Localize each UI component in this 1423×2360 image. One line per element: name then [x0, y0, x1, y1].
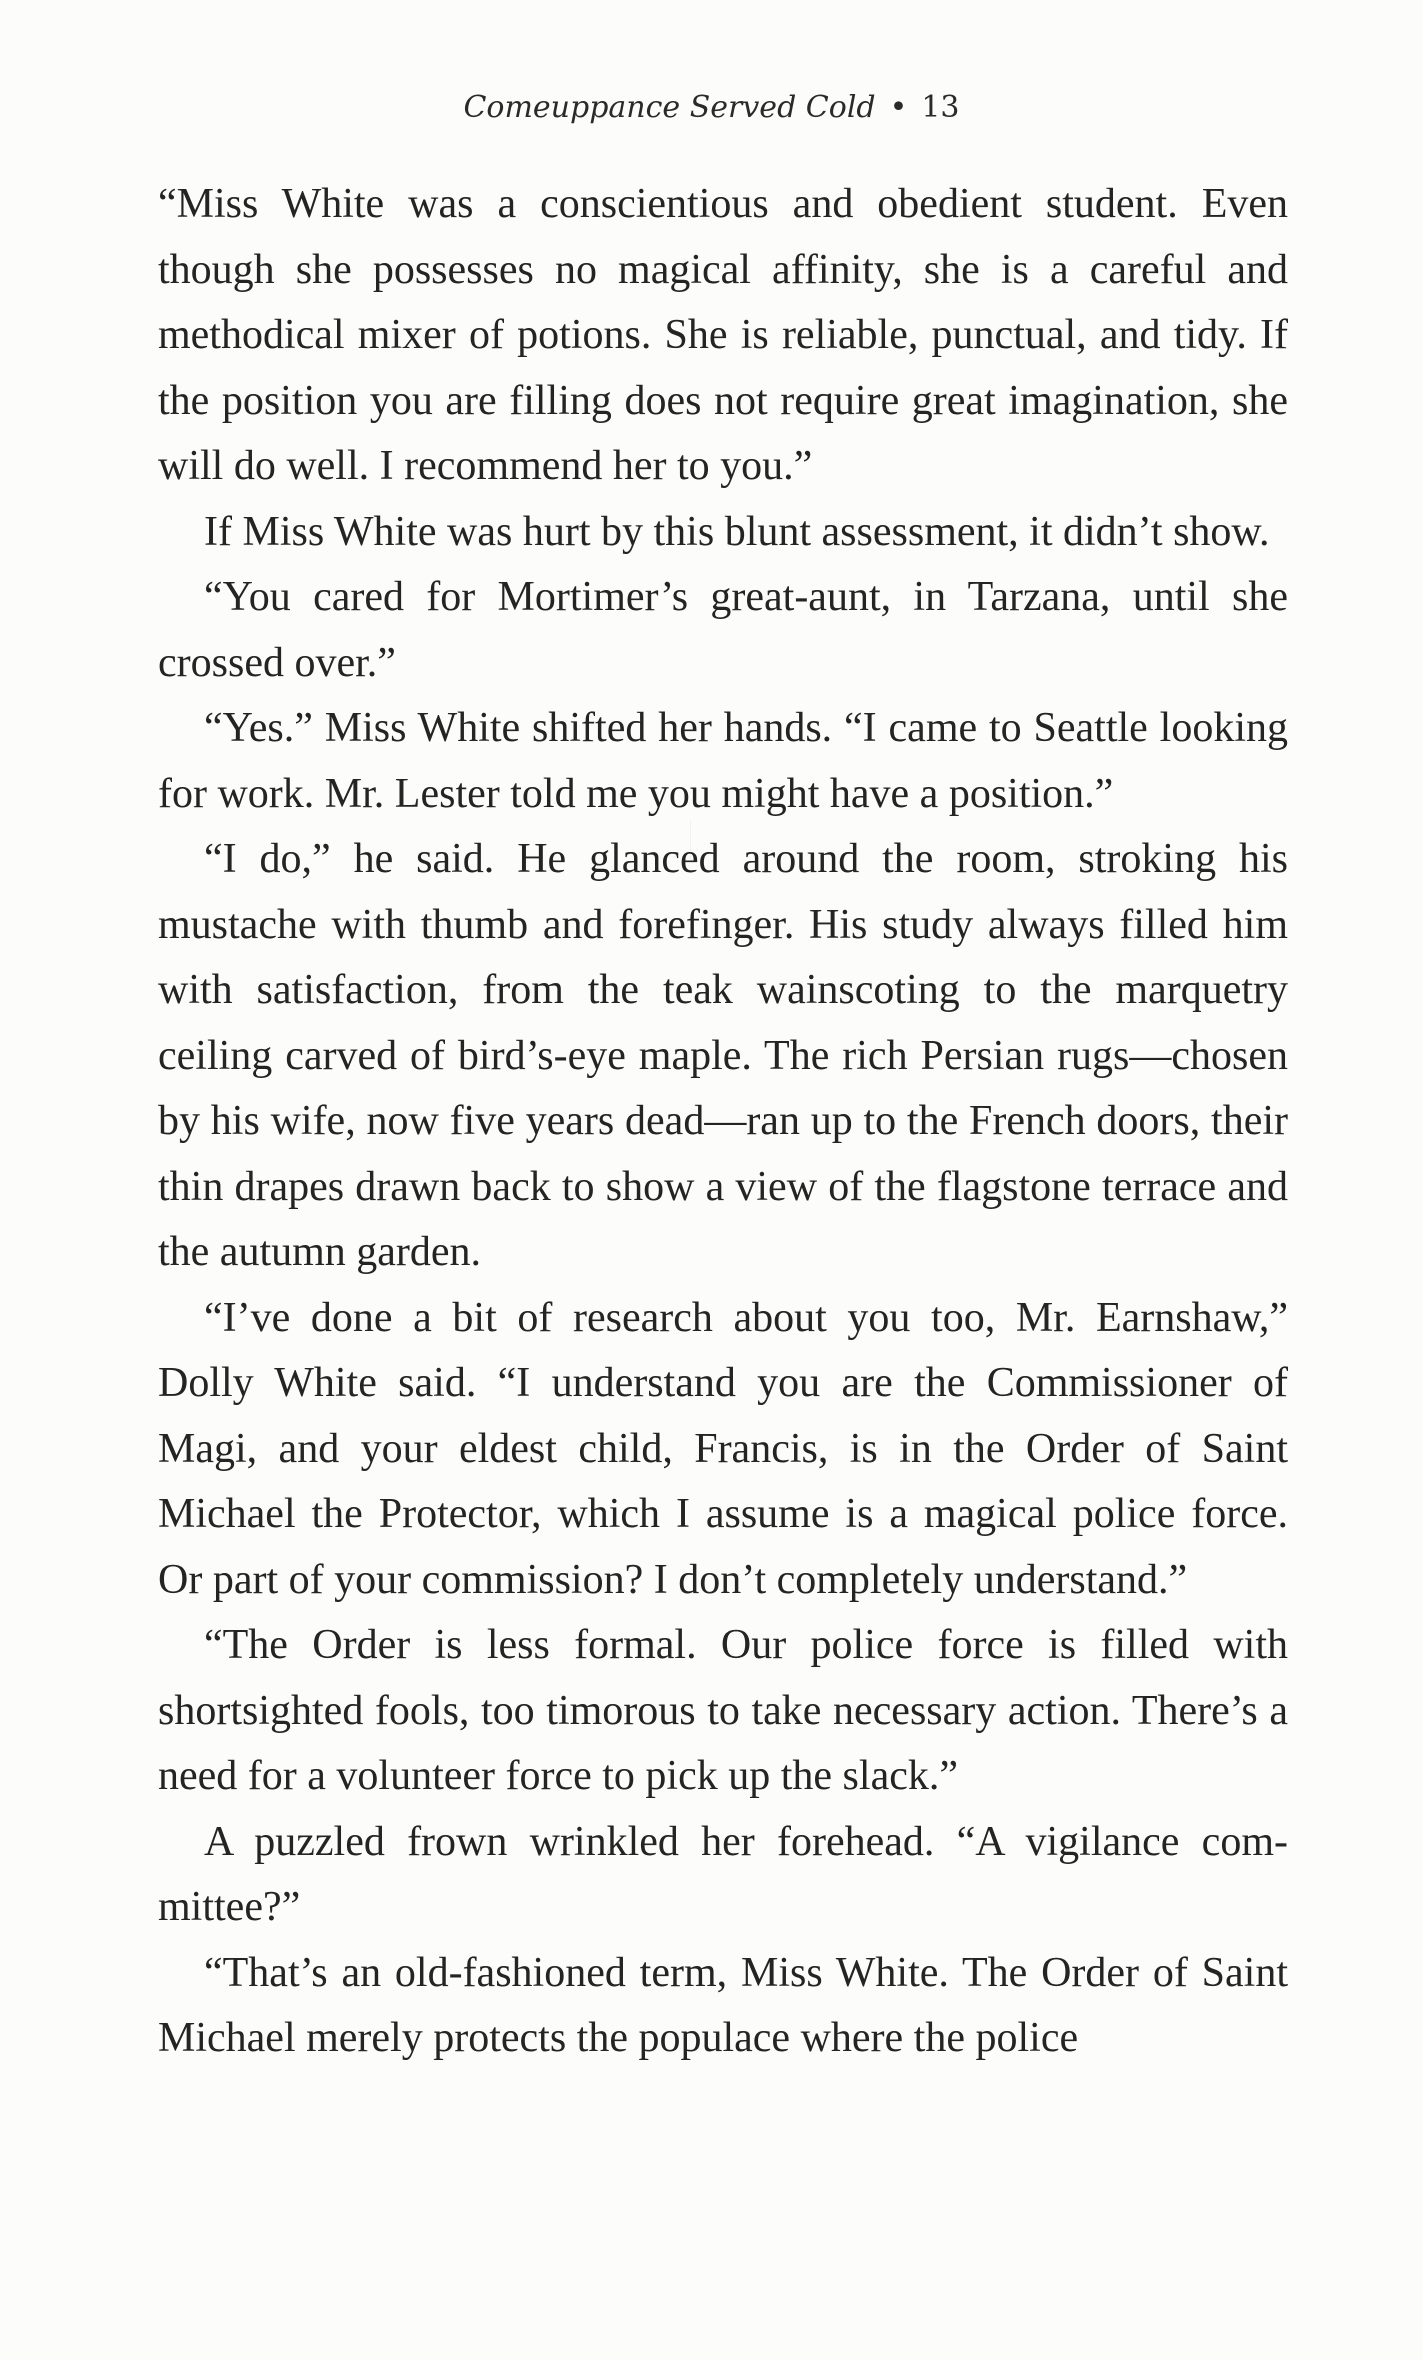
running-head	[0, 90, 1423, 125]
paragraph: A puzzled frown wrinkled her forehead. “A vigilance committee?”	[158, 1818, 1288, 1930]
paragraph: “That’s an old-fashioned term, Miss White. The Order of Saint Michael merely protects the populace where the police	[158, 1949, 1288, 2061]
running-head-title: Comeuppance Served Cold	[463, 90, 876, 125]
paragraph: “I’ve done a bit of research about you too, Mr. Earnshaw,” Dolly White said. “I understand you are the Commissioner of Magi, and your eldest child, Francis, is in the Order of Saint Michael the Protector, which I assume is a magical police force. Or part of your commission? I don’t completely understand.”	[158, 1294, 1288, 1603]
running-head-bullet: •	[889, 90, 908, 125]
paragraph: “The Order is less formal. Our police force is filled with shortsighted fools, too timorous to take necessary action. There’s a need for a volunteer force to pick up the slack.”	[158, 1622, 1288, 1799]
paragraph: If Miss White was hurt by this blunt assessment, it didn’t show.	[204, 508, 1270, 555]
body-text	[158, 172, 1288, 2072]
paragraph: “Yes.” Miss White shifted her hands. “I came to Seattle looking for work. Mr. Lester told me you might have a position.”	[158, 705, 1288, 817]
scan-mark	[690, 820, 691, 860]
page-number: 13	[921, 90, 960, 125]
paragraph: “You cared for Mortimer’s great-aunt, in Tarzana, until she crossed over.”	[158, 574, 1288, 686]
paragraph: “I do,” he said. He glanced around the room, stroking his mustache with thumb and forefinger. His study always filled him with satisfaction, from the teak wainscoting to the marquetry ceiling carved of bird’s-eye maple. The rich Persian rugs—chosen by his wife, now five years dead—ran up to the French doors, their thin drapes drawn back to show a view of the flagstone terrace and the autumn garden.	[158, 836, 1288, 1275]
paragraph: “Miss White was a conscientious and obedient student. Even though she possesses no magical affinity, she is a careful and methodical mixer of potions. She is reliable, punctual, and tidy. If the position you are filling does not require great imagination, she will do well. I recommend her to you.”	[158, 181, 1288, 489]
